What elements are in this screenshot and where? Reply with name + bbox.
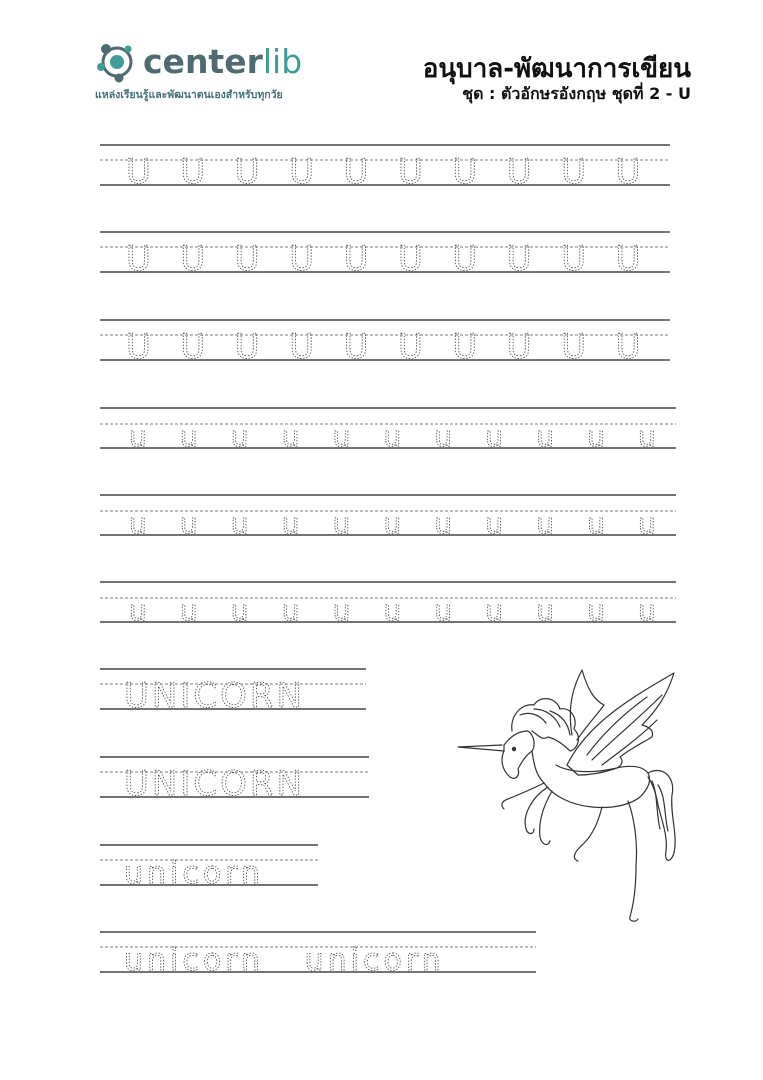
trace-word: UNICORN bbox=[124, 764, 305, 804]
trace-letter-lowercase-u: u bbox=[638, 420, 656, 453]
trace-letter-uppercase-u: U bbox=[506, 152, 532, 192]
trace-letter-lowercase-u: u bbox=[536, 594, 554, 627]
trace-letter-uppercase-u: U bbox=[452, 327, 478, 367]
trace-letter-uppercase-u: U bbox=[234, 239, 260, 279]
trace-letter-lowercase-u: u bbox=[230, 594, 249, 627]
logo-text-center: center bbox=[143, 42, 263, 81]
trace-letter-uppercase-u: U bbox=[126, 152, 151, 192]
trace-letter-lowercase-u: u bbox=[638, 594, 656, 627]
trace-letter-lowercase-u: u bbox=[434, 507, 453, 540]
trace-letter-lowercase-u: u bbox=[281, 507, 300, 540]
trace-letter-lowercase-u: u bbox=[536, 507, 554, 540]
trace-letter-uppercase-u: U bbox=[561, 239, 587, 279]
unicorn-body bbox=[532, 751, 650, 808]
trace-letter-lowercase-u: u bbox=[129, 420, 147, 453]
trace-letter-uppercase-u: U bbox=[452, 152, 478, 192]
trace-letter-uppercase-u: U bbox=[561, 327, 587, 367]
trace-word: unicorn unicorn bbox=[124, 943, 445, 978]
trace-letter-lowercase-u: u bbox=[485, 507, 504, 540]
trace-letter-lowercase-u: u bbox=[332, 594, 351, 627]
unicorn-back-wing bbox=[570, 670, 604, 740]
unicorn-mane bbox=[512, 699, 579, 751]
unicorn-tail bbox=[648, 770, 675, 860]
trace-letter-uppercase-u: U bbox=[289, 327, 315, 367]
trace-letter-lowercase-u: u bbox=[129, 507, 147, 540]
trace-letter-uppercase-u: U bbox=[180, 239, 206, 279]
trace-word: unicorn bbox=[124, 856, 265, 891]
trace-letter-uppercase-u: U bbox=[343, 327, 369, 367]
logo-text-lib: lib bbox=[262, 42, 303, 81]
trace-letter-lowercase-u: u bbox=[281, 594, 300, 627]
trace-letter-lowercase-u: u bbox=[485, 420, 504, 453]
trace-letter-uppercase-u: U bbox=[615, 152, 641, 192]
trace-letter-lowercase-u: u bbox=[434, 420, 453, 453]
trace-letter-uppercase-u: U bbox=[506, 327, 532, 367]
trace-letter-lowercase-u: u bbox=[383, 507, 402, 540]
trace-letter-uppercase-u: U bbox=[506, 239, 532, 279]
trace-letter-lowercase-u: u bbox=[281, 420, 300, 453]
worksheet-subtitle: ชุด : ตัวอักษรอังกฤษ ชุดที่ 2 - U bbox=[462, 84, 691, 103]
trace-letter-uppercase-u: U bbox=[343, 152, 369, 192]
unicorn-illustration bbox=[452, 665, 684, 927]
trace-letter-uppercase-u: U bbox=[180, 327, 206, 367]
trace-letter-uppercase-u: U bbox=[561, 152, 587, 192]
trace-letter-lowercase-u: u bbox=[638, 507, 656, 540]
unicorn-head bbox=[502, 731, 534, 778]
trace-letter-uppercase-u: U bbox=[398, 239, 423, 279]
trace-letter-lowercase-u: u bbox=[383, 420, 402, 453]
trace-letter-uppercase-u: U bbox=[343, 239, 369, 279]
unicorn-front-legs bbox=[502, 783, 552, 844]
logo-tagline: แหล่งเรียนรู้และพัฒนาตนเองสำหรับทุกวัย bbox=[95, 89, 283, 101]
trace-letter-uppercase-u: U bbox=[180, 152, 206, 192]
trace-letter-uppercase-u: U bbox=[289, 152, 315, 192]
unicorn-horn bbox=[458, 745, 504, 751]
trace-letter-uppercase-u: U bbox=[234, 152, 260, 192]
trace-letter-uppercase-u: U bbox=[126, 327, 151, 367]
trace-letter-lowercase-u: u bbox=[536, 420, 554, 453]
trace-letter-lowercase-u: u bbox=[434, 594, 453, 627]
trace-letter-lowercase-u: u bbox=[129, 594, 147, 627]
trace-letter-uppercase-u: U bbox=[234, 327, 260, 367]
trace-letter-uppercase-u: U bbox=[452, 239, 478, 279]
trace-letter-lowercase-u: u bbox=[179, 420, 198, 453]
unicorn-back-legs bbox=[574, 801, 638, 921]
trace-letter-lowercase-u: u bbox=[179, 594, 198, 627]
unicorn-front-wing bbox=[567, 673, 674, 775]
worksheet-title: อนุบาล-พัฒนาการเขียน bbox=[422, 54, 691, 84]
trace-letter-lowercase-u: u bbox=[587, 420, 605, 453]
trace-letter-lowercase-u: u bbox=[332, 420, 351, 453]
trace-letter-lowercase-u: u bbox=[383, 594, 402, 627]
trace-letter-uppercase-u: U bbox=[615, 327, 641, 367]
trace-letter-lowercase-u: u bbox=[587, 507, 605, 540]
trace-letter-uppercase-u: U bbox=[398, 327, 423, 367]
trace-letter-lowercase-u: u bbox=[332, 507, 351, 540]
trace-letter-lowercase-u: u bbox=[485, 594, 504, 627]
trace-letter-lowercase-u: u bbox=[230, 507, 249, 540]
trace-letter-uppercase-u: U bbox=[289, 239, 315, 279]
trace-letter-lowercase-u: u bbox=[230, 420, 249, 453]
trace-letter-uppercase-u: U bbox=[126, 239, 151, 279]
trace-letter-lowercase-u: u bbox=[587, 594, 605, 627]
trace-letter-lowercase-u: u bbox=[179, 507, 198, 540]
trace-letter-uppercase-u: U bbox=[615, 239, 641, 279]
trace-word: UNICORN bbox=[124, 676, 305, 716]
trace-letter-uppercase-u: U bbox=[398, 152, 423, 192]
